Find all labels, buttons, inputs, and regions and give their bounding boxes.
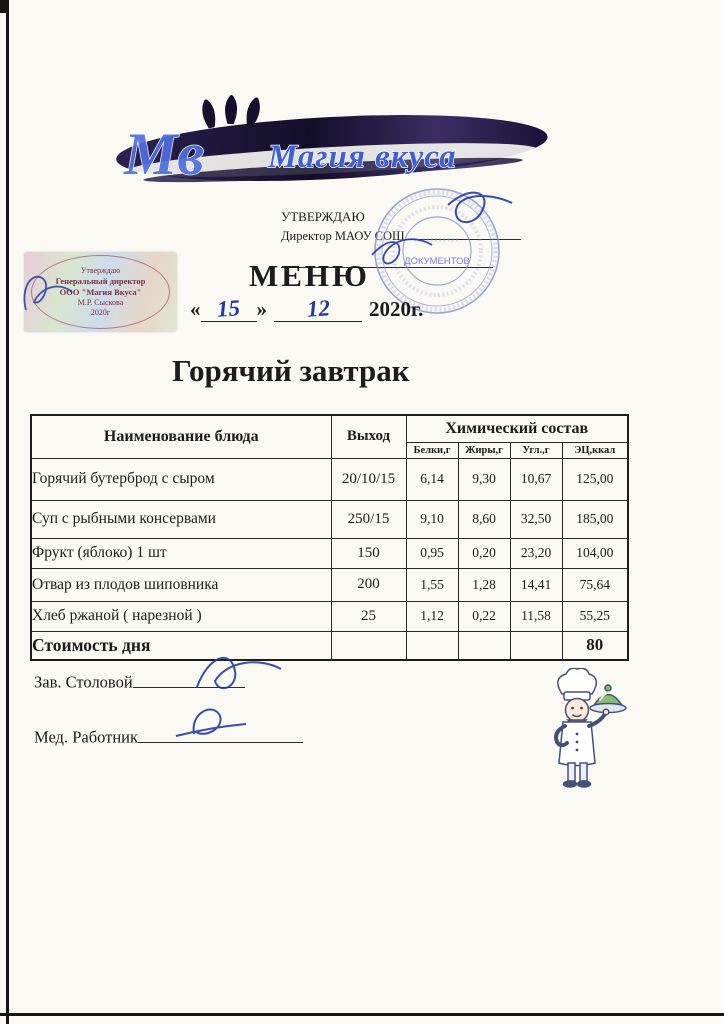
value-protein: 6,14 — [406, 458, 458, 500]
chef-illustration — [522, 668, 632, 816]
bowling-pins-icon — [200, 95, 263, 129]
table-row — [31, 538, 628, 568]
empty-cell — [510, 631, 562, 660]
value-kcal: 125,00 — [562, 458, 628, 500]
brand-logo — [110, 90, 555, 192]
logo-brand-text: Магия вкуса — [268, 139, 457, 175]
dish-name: Отвар из плодов шиповника — [31, 568, 331, 601]
header-row-1 — [31, 415, 628, 442]
stamp-center-text: ДОКУМЕНТОВ — [404, 256, 470, 267]
col-header-output: Выход — [331, 415, 406, 458]
holo-line: ООО "Магия Вкуса" — [59, 287, 142, 297]
dish-output: 20/10/15 — [331, 458, 406, 500]
holo-line: Утверждаю — [80, 266, 121, 276]
empty-cell — [458, 631, 510, 660]
col-header-fat: Жиры,г — [458, 442, 510, 458]
canteen-manager-line — [34, 672, 245, 693]
dish-output: 25 — [331, 601, 406, 631]
value-protein: 0,95 — [406, 538, 458, 568]
value-protein: 1,12 — [406, 601, 458, 631]
hologram-stamp — [24, 252, 177, 332]
total-value: 80 — [562, 631, 628, 660]
holo-line: Генеральный директор — [55, 276, 146, 287]
handwritten-day: 15 — [216, 295, 241, 322]
value-fat: 9,30 — [458, 458, 510, 500]
scan-edge-bottom — [0, 1013, 724, 1016]
table-row — [31, 601, 628, 631]
empty-cell — [331, 631, 406, 660]
table-row — [31, 500, 628, 538]
menu-date — [190, 297, 423, 322]
value-kcal: 185,00 — [562, 500, 628, 538]
value-protein: 9,10 — [406, 500, 458, 538]
col-header-carb: Угл.,г — [510, 442, 562, 458]
quote-close: » — [256, 297, 267, 321]
value-kcal: 55,25 — [562, 601, 628, 631]
dish-name: Горячий бутерброд с сыром — [31, 458, 331, 500]
signature-line — [133, 672, 245, 688]
col-header-protein: Белки,г — [406, 442, 458, 458]
signature-hologram — [12, 258, 82, 328]
year-label: 2020г. — [369, 297, 424, 321]
value-fat: 0,22 — [458, 601, 510, 631]
value-fat: 0,20 — [458, 538, 510, 568]
logo-monogram: Мв — [124, 121, 205, 187]
value-carb: 11,58 — [510, 601, 562, 631]
medical-worker-label: Мед. Работник — [34, 727, 139, 747]
dish-output: 150 — [331, 538, 406, 568]
col-header-kcal: ЭЦ,ккал — [562, 442, 628, 458]
dish-name: Суп с рыбными консервами — [31, 500, 331, 538]
dish-name: Хлеб ржаной ( нарезной ) — [31, 601, 331, 631]
dish-output: 200 — [331, 568, 406, 601]
quote-open: « — [190, 297, 201, 321]
page-title: МЕНЮ — [249, 258, 370, 293]
dish-output: 250/15 — [331, 500, 406, 538]
approval-director-label: Директор МАОУ СОШ — [281, 229, 405, 244]
total-label: Стоимость дня — [31, 631, 331, 660]
value-kcal: 104,00 — [562, 538, 628, 568]
dish-name: Фрукт (яблоко) 1 шт — [31, 538, 331, 568]
table-row — [31, 458, 628, 500]
value-carb: 23,20 — [510, 538, 562, 568]
canteen-manager-label: Зав. Столовой — [34, 672, 133, 692]
empty-cell — [406, 631, 458, 660]
total-row — [31, 631, 628, 660]
menu-table — [30, 414, 629, 661]
scan-corner-mark — [0, 0, 9, 13]
value-carb: 32,50 — [510, 500, 562, 538]
holo-line: 2020г — [90, 307, 111, 317]
medical-worker-line — [34, 727, 303, 748]
value-carb: 14,41 — [510, 568, 562, 601]
holo-line: М.Р. Сыскова — [77, 297, 124, 307]
value-fat: 1,28 — [458, 568, 510, 601]
scan-edge-left — [6, 0, 9, 1024]
value-kcal: 75,64 — [562, 568, 628, 601]
approval-heading: УТВЕРЖДАЮ — [281, 209, 365, 224]
col-header-dish: Наименование блюда — [31, 415, 331, 458]
signature-line — [138, 727, 303, 743]
table-row — [31, 568, 628, 601]
value-fat: 8,60 — [458, 500, 510, 538]
logo-swoosh-graphic — [110, 90, 555, 192]
value-carb: 10,67 — [510, 458, 562, 500]
col-header-chemical: Химический состав — [406, 415, 628, 442]
handwritten-month: 12 — [305, 295, 331, 322]
section-title: Горячий завтрак — [172, 353, 410, 388]
value-protein: 1,55 — [406, 568, 458, 601]
